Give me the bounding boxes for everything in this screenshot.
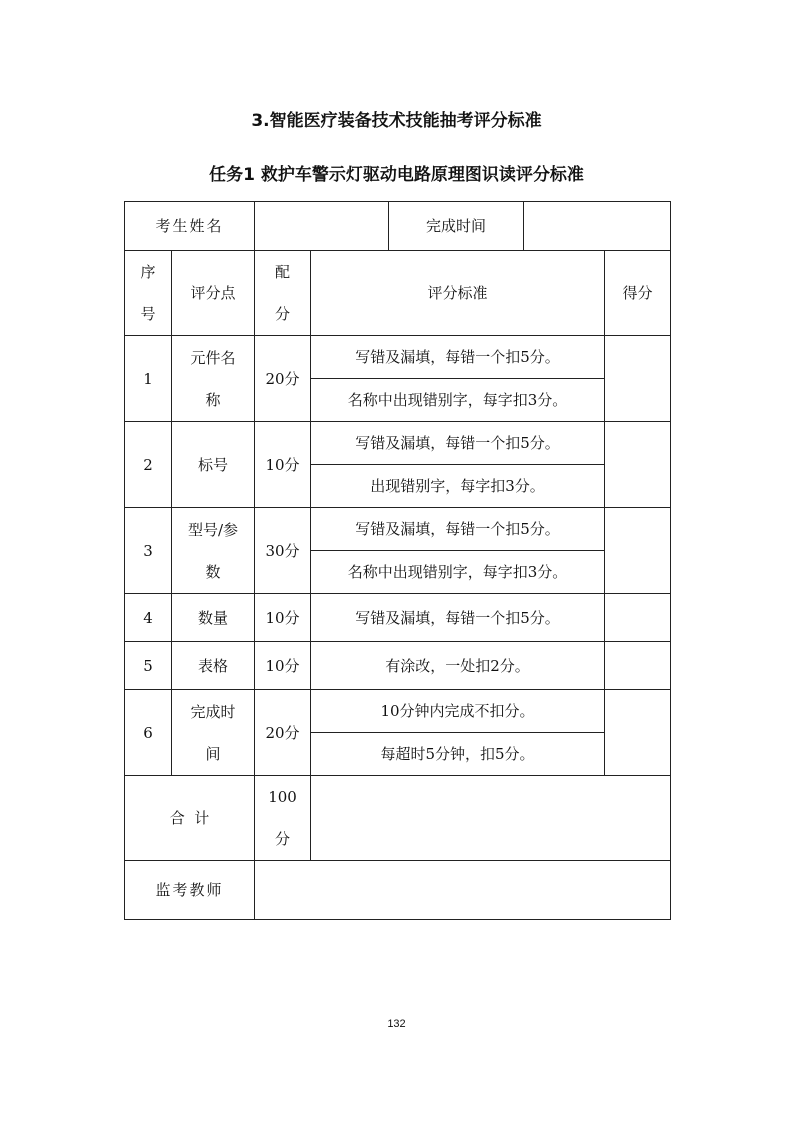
row-point-line1: 型号/参 <box>187 520 239 539</box>
row-point: 数量 <box>172 594 255 642</box>
row-point-line2: 称 <box>205 390 221 409</box>
total-score-line1: 100 <box>268 788 297 806</box>
total-got-field[interactable] <box>311 776 671 861</box>
row-criteria: 10分钟内完成不扣分。 <box>311 690 605 733</box>
supervisor-row <box>125 861 671 920</box>
row-score: 20分 <box>255 690 311 776</box>
examinee-name-label: 考生姓名 <box>125 202 255 251</box>
row-got-field[interactable] <box>605 336 671 422</box>
row-number: 3 <box>125 508 172 594</box>
completion-time-label: 完成时间 <box>389 202 524 251</box>
row-number: 6 <box>125 690 172 776</box>
page-number: 132 <box>387 1018 406 1030</box>
total-score-line2: 分 <box>275 830 291 848</box>
total-score <box>255 776 311 861</box>
row-got-field[interactable] <box>605 690 671 776</box>
row-point <box>172 690 255 776</box>
row-number: 4 <box>125 594 172 642</box>
header-score-line1: 配 <box>275 263 291 281</box>
examinee-name-field[interactable] <box>255 202 389 251</box>
total-label: 合 计 <box>125 776 255 861</box>
table-row <box>125 336 671 379</box>
row-criteria: 出现错别字，每字扣3分。 <box>311 465 605 508</box>
row-criteria: 写错及漏填，每错一个扣5分。 <box>311 594 605 642</box>
document-subtitle: 任务1 救护车警示灯驱动电路原理图识读评分标准 <box>209 165 584 185</box>
row-point: 表格 <box>172 642 255 690</box>
row-point-line1: 元件名 <box>190 348 236 367</box>
row-criteria: 名称中出现错别字，每字扣3分。 <box>311 551 605 594</box>
row-number: 2 <box>125 422 172 508</box>
header-score <box>255 251 311 336</box>
scoring-table <box>124 201 671 920</box>
row-point <box>172 336 255 422</box>
supervisor-field[interactable] <box>255 861 671 920</box>
row-point-line1: 完成时 <box>190 702 236 721</box>
row-score: 10分 <box>255 642 311 690</box>
document-title: 3.智能医疗装备技术技能抽考评分标准 <box>251 111 542 131</box>
row-got-field[interactable] <box>605 422 671 508</box>
row-score: 10分 <box>255 422 311 508</box>
row-point-line2: 数 <box>205 562 221 581</box>
row-point-line2: 间 <box>205 744 221 763</box>
header-seq-line2: 号 <box>140 305 156 323</box>
examinee-row <box>125 202 671 251</box>
table-row <box>125 642 671 690</box>
table-row <box>125 422 671 465</box>
table-row <box>125 508 671 551</box>
row-point <box>172 508 255 594</box>
supervisor-label: 监考教师 <box>125 861 255 920</box>
table-row <box>125 594 671 642</box>
row-criteria: 每超时5分钟，扣5分。 <box>311 733 605 776</box>
row-criteria: 有涂改，一处扣2分。 <box>311 642 605 690</box>
row-criteria: 写错及漏填，每错一个扣5分。 <box>311 422 605 465</box>
total-row <box>125 776 671 861</box>
row-got-field[interactable] <box>605 508 671 594</box>
row-score: 10分 <box>255 594 311 642</box>
row-got-field[interactable] <box>605 642 671 690</box>
row-got-field[interactable] <box>605 594 671 642</box>
row-criteria: 名称中出现错别字，每字扣3分。 <box>311 379 605 422</box>
completion-time-field[interactable] <box>524 202 671 251</box>
header-score-line2: 分 <box>275 305 291 323</box>
row-score: 30分 <box>255 508 311 594</box>
header-criteria: 评分标准 <box>311 251 605 336</box>
row-point: 标号 <box>172 422 255 508</box>
row-score: 20分 <box>255 336 311 422</box>
row-criteria: 写错及漏填，每错一个扣5分。 <box>311 508 605 551</box>
row-criteria: 写错及漏填，每错一个扣5分。 <box>311 336 605 379</box>
header-got: 得分 <box>605 251 671 336</box>
header-seq-line1: 序 <box>140 263 156 281</box>
table-header <box>125 251 671 336</box>
header-point: 评分点 <box>172 251 255 336</box>
row-number: 5 <box>125 642 172 690</box>
header-seq <box>125 251 172 336</box>
row-number: 1 <box>125 336 172 422</box>
table-row <box>125 690 671 733</box>
